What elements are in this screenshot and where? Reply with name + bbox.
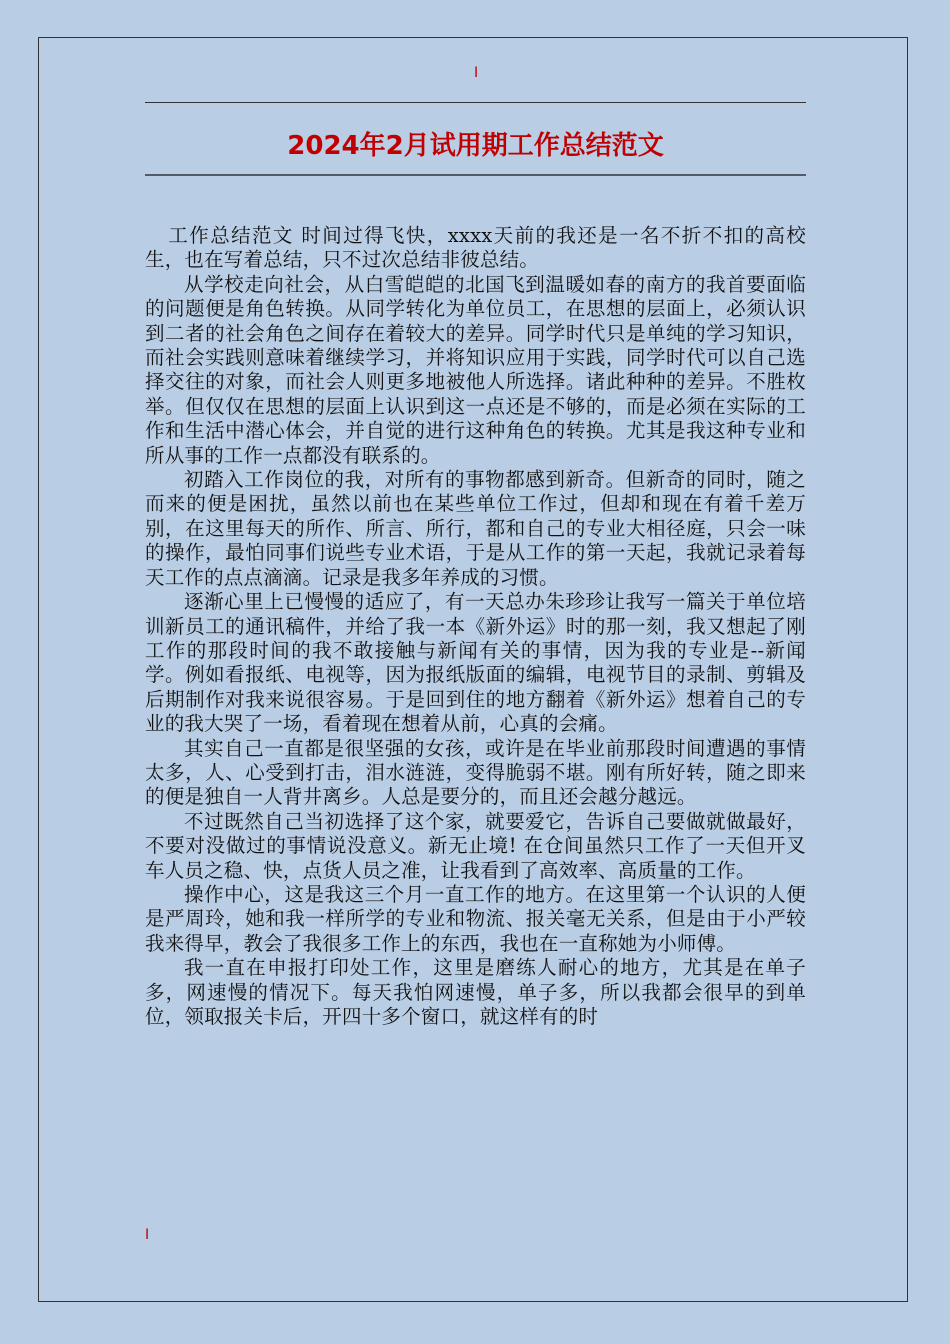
paragraph: 从学校走向社会，从白雪皑皑的北国飞到温暖如春的南方的我首要面临的问题便是角色转换。从同学转化为单位员工，在思想的层面上，必须认识到二者的社会角色之间存在着较大的差异。同学时代只是单纯的学习知识，而社会实践则意味着继续学习，并将知识应用于实践，同学时代可以自己选择交往的对象，而社会人则更多地被他人所选择。诸此种种的差异。不胜枚举。但仅仅在思想的层面上认识到这一点还是不够的，而是必须在实际的工作和生活中潜心体会，并自觉的进行这种角色的转换。尤其是我这种专业和所从事的工作一点都没有联系的。 xyxy=(145,272,806,467)
paragraph: 不过既然自己当初选择了这个家，就要爱它，告诉自己要做就做最好，不要对没做过的事情说没意义。新无止境! 在仓间虽然只工作了一天但开叉车人员之稳、快，点货人员之准，让我看到了高效率、高质量的工作。 xyxy=(145,809,806,882)
header-rule xyxy=(145,102,806,103)
footer-mark: I xyxy=(145,1227,150,1243)
paragraph-intro: 工作总结范文 时间过得飞快，xxxx天前的我还是一名不折不扣的高校生，也在写着总结，只不过次总结非彼总结。 xyxy=(145,224,806,272)
title-underline xyxy=(145,174,806,176)
paragraph: 其实自己一直都是很坚强的女孩，或许是在毕业前那段时间遭遇的事情太多，人、心受到打击，泪水涟涟，变得脆弱不堪。刚有所好转，随之即来的便是独自一人背井离乡。人总是要分的，而且还会越分越远。 xyxy=(145,736,806,809)
paragraph: 我一直在申报打印处工作，这里是磨练人耐心的地方，尤其是在单子多，网速慢的情况下。每天我怕网速慢，单子多，所以我都会很早的到单位，领取报关卡后，开四十多个窗口，就这样有的时 xyxy=(145,956,806,1028)
paragraph: 逐渐心里上已慢慢的适应了，有一天总办朱珍珍让我写一篇关于单位培训新员工的通讯稿件，并给了我一本《新外运》时的那一刻，我又想起了刚工作的那段时间的我不敢接触与新闻有关的事情，因为我的专业是--新闻学。例如看报纸、电视等，因为报纸版面的编辑，电视节目的录制、剪辑及后期制作对我来说很容易。于是回到住的地方翻着《新外运》想着自己的专业的我大哭了一场，看着现在想着从前，心真的会痛。 xyxy=(145,590,806,736)
header-mark: I xyxy=(474,65,479,81)
paragraph: 操作中心，这是我这三个月一直工作的地方。在这里第一个认识的人便是严周玲，她和我一样所学的专业和物流、报关毫无关系，但是由于小严较我来得早，教会了我很多工作上的东西，我也在一直称她为小师傅。 xyxy=(145,882,806,955)
document-body xyxy=(145,224,806,1200)
paragraph: 初踏入工作岗位的我，对所有的事物都感到新奇。但新奇的同时，随之而来的便是困扰，虽然以前也在某些单位工作过，但却和现在有着千差万别，在这里每天的所作、所言、所行，都和自己的专业大相径庭，只会一味的操作，最怕同事们说些专业术语，于是从工作的第一天起，我就记录着每天工作的点点滴滴。记录是我多年养成的习惯。 xyxy=(145,468,806,589)
document-title: 2024年2月试用期工作总结范文 xyxy=(287,131,664,161)
